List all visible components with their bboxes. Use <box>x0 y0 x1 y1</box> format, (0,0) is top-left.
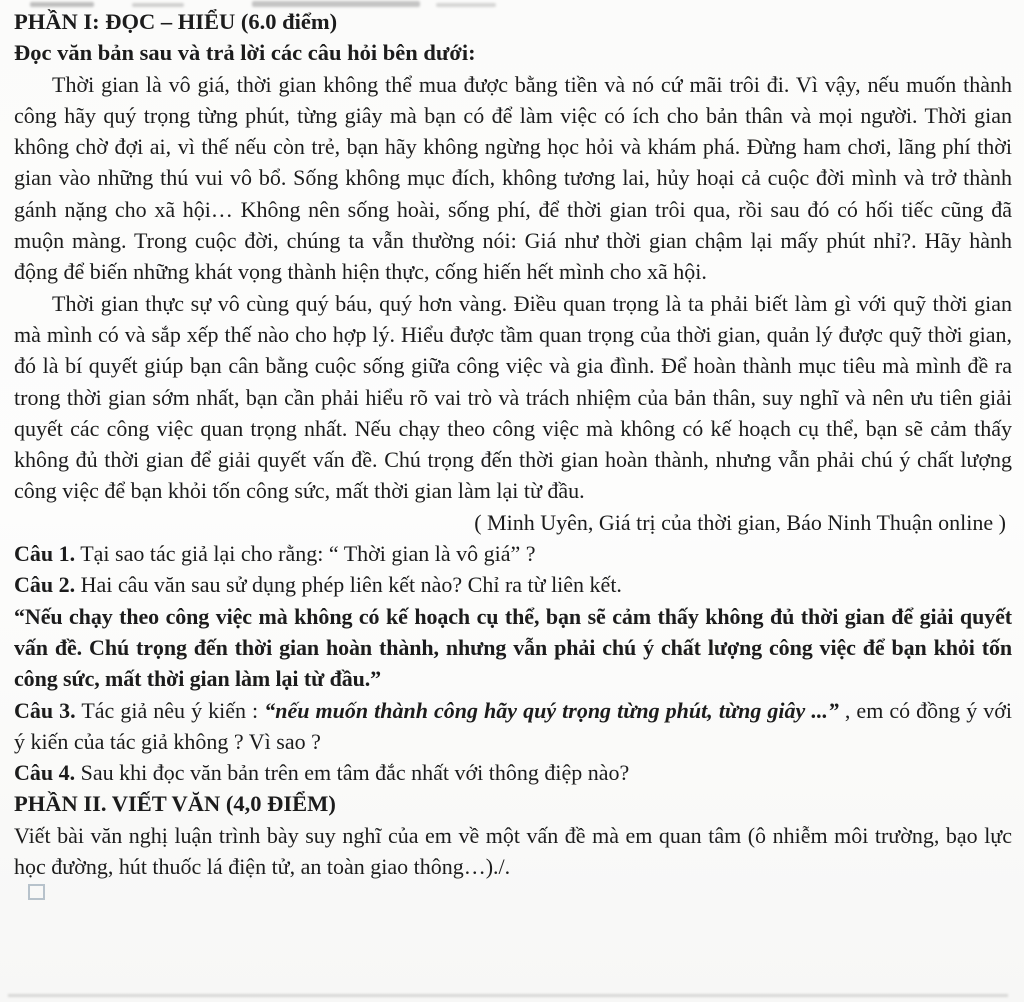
part1-instruction: Đọc văn bản sau và trả lời các câu hỏi bên dưới: <box>14 40 476 66</box>
question-3-text-before: Tác giả nêu ý kiến : <box>75 697 265 723</box>
checkbox-artifact <box>28 884 45 900</box>
question-2-quoted-passage: “Nếu chạy theo công việc mà không có kế hoạch cụ thể, bạn sẽ cảm thấy không đủ thời gian để giải quyết vấn đề. Chú trọng đến thời gian hoàn thành, nhưng vẫn phải chú ý chất lượng công việc để bạn khỏi tốn công sức, mất thời gian làm lại từ đầu.” <box>14 603 1012 692</box>
scan-artifact <box>252 1 420 7</box>
question-3-label: Câu 3. <box>14 697 76 723</box>
question-4-text: Sau khi đọc văn bản trên em tâm đắc nhất với thông điệp nào? <box>75 760 630 786</box>
reading-paragraph-2: Thời gian thực sự vô cùng quý báu, quý hơn vàng. Điều quan trọng là ta phải biết làm gì với quỹ thời gian mà mình có và sắp xếp thế nào cho hợp lý. Hiểu được tầm quan trọng của thời gian, quản lý được quỹ thời gian, đó là bí quyết giúp bạn cân bằng cuộc sống giữa công việc và gia đình. Để hoàn thành mục tiêu mà mình đề ra trong thời gian sớm nhất, bạn cần phải hiểu rõ vai trò và trách nhiệm của bản thân, suy nghĩ và nên ưu tiên giải quyết các công việc quan trọng nhất. Nếu chạy theo công việc mà không có kế hoạch cụ thể, bạn sẽ cảm thấy không đủ thời gian để giải quyết vấn đề. Chú trọng đến thời gian hoàn thành, nhưng vẫn phải chú ý chất lượng công việc để bạn khỏi tốn công sức, mất thời gian làm lại từ đầu. <box>14 290 1012 504</box>
question-3-quote: “nếu muốn thành công hãy quý trọng từng phút, từng giây ...” <box>264 697 839 723</box>
question-2-label: Câu 2. <box>14 572 76 598</box>
scan-edge-line <box>8 994 1008 997</box>
question-1-label: Câu 1. <box>14 541 76 567</box>
question-2 <box>14 569 1012 600</box>
scan-artifact <box>132 3 184 7</box>
part1-title: PHẦN I: ĐỌC – HIỂU (6.0 điểm) <box>14 9 338 34</box>
scan-artifact <box>30 2 94 7</box>
scan-artifact <box>436 3 496 7</box>
question-2-text: Hai câu văn sau sử dụng phép liên kết nào? Chỉ ra từ liên kết. <box>75 572 622 598</box>
reading-paragraph-1: Thời gian là vô giá, thời gian không thể mua được bằng tiền và nó cứ mãi trôi đi. Vì vậy, nếu muốn thành công hãy quý trọng từng phút, từng giây mà bạn có để làm việc có ích cho bản thân và mọi người. Thời gian không chờ đợi ai, vì thế nếu còn trẻ, bạn hãy không ngừng học hỏi và khám phá. Đừng ham chơi, lãng phí thời gian vào những thú vui vô bổ. Sống không mục đích, không tương lai, hủy hoại cả cuộc đời mình và trở thành gánh nặng cho xã hội… Không nên sống hoài, sống phí, để thời gian trôi qua, rồi sau đó có hối tiếc cũng đã muộn màng. Trong cuộc đời, chúng ta vẫn thường nói: Giá như thời gian chậm lại mấy phút nhỉ?. Hãy hành động để biến những khát vọng thành hiện thực, cống hiến hết mình cho xã hội. <box>14 71 1012 285</box>
question-3-text-after: , em có đồng ý với ý kiến của tác giả không ? Vì sao ? <box>14 697 1013 754</box>
question-4 <box>14 757 1012 788</box>
question-1 <box>14 538 1012 569</box>
part2-writing-prompt: Viết bài văn nghị luận trình bày suy nghĩ của em về một vấn đề mà em quan tâm (ô nhiễm môi trường, bạo lực học đường, hút thuốc lá điện tử, an toàn giao thông…)./. <box>14 822 1012 880</box>
source-attribution: ( Minh Uyên, Giá trị của thời gian, Báo Ninh Thuận online ) <box>474 509 1006 535</box>
question-1-text: Tại sao tác giả lại cho rằng: “ Thời gian là vô giá” ? <box>75 541 536 567</box>
part2-title: PHẦN II. VIẾT VĂN (4,0 ĐIỂM) <box>14 791 336 817</box>
question-3 <box>14 695 1012 758</box>
question-4-label: Câu 4. <box>14 760 76 786</box>
